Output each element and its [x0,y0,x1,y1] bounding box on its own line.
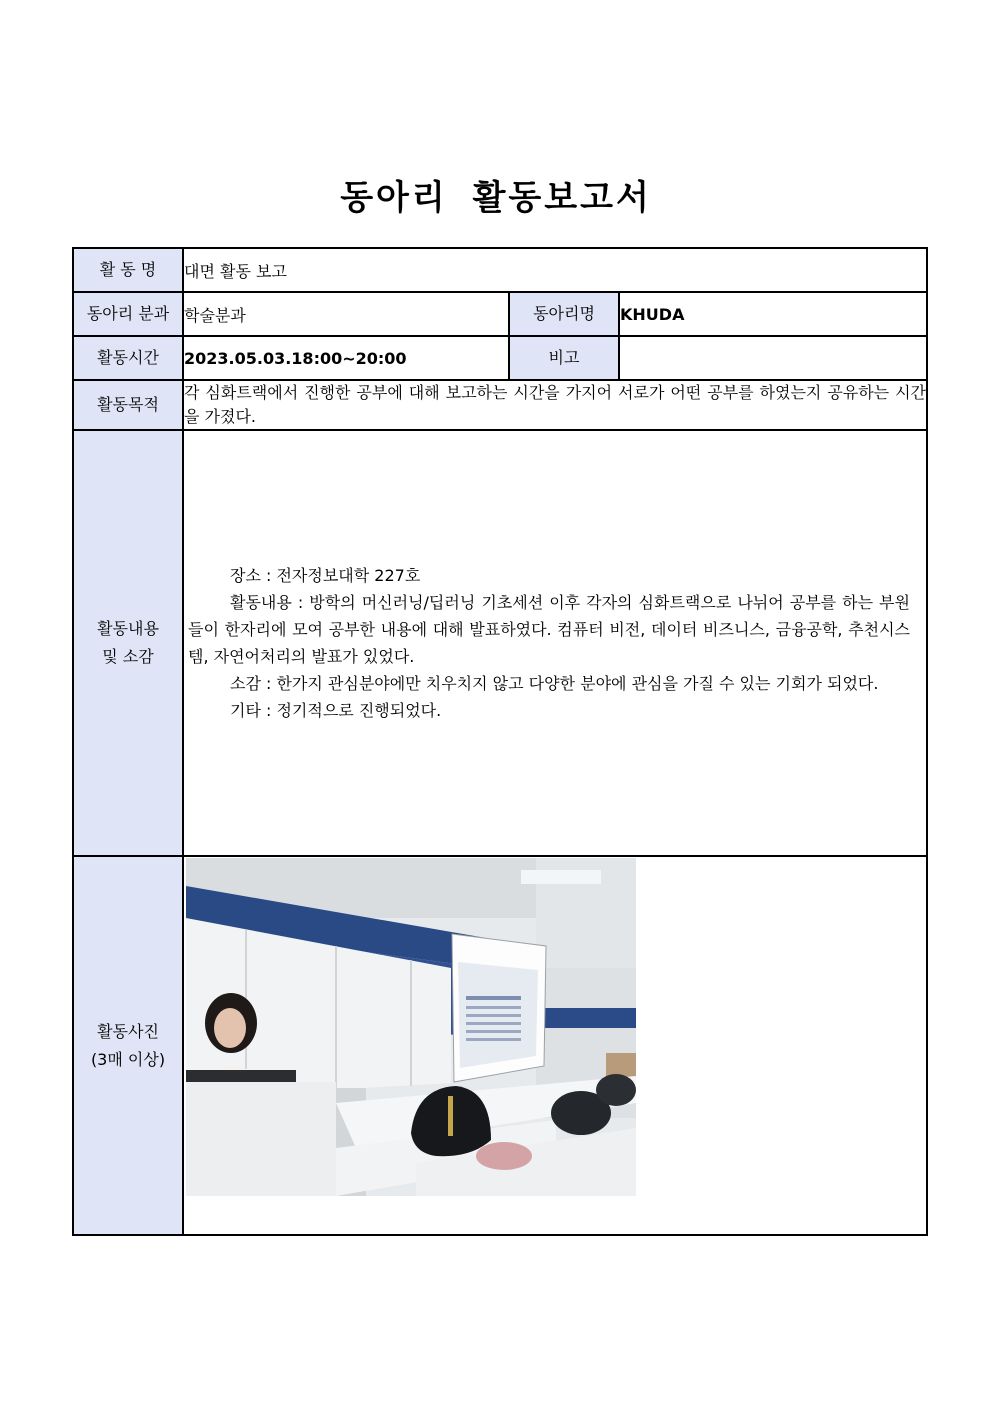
activity-photo [186,858,636,1196]
content-cell [183,430,927,856]
photo-label [73,856,183,1235]
row-content [73,430,927,856]
content-label [73,430,183,856]
club-name-label: 동아리명 [509,292,619,336]
time-label: 활동시간 [73,336,183,380]
row-category [73,292,927,336]
purpose-value: 각 심화트랙에서 진행한 공부에 대해 보고하는 시간을 가지어 서로가 어떤 공부를 하였는지 공유하는 시간을 가졌다. [183,380,927,430]
page-title: 동아리 활동보고서 [340,178,652,218]
content-body [184,562,926,724]
club-name-value: KHUDA [619,292,927,336]
photo-label-line2: (3매 이상) [90,1049,166,1069]
content-activity: 활동내용 : 방학의 머신러닝/딥러닝 기초세션 이후 각자의 심화트랙으로 나뉘어 공부를 하는 부원들이 한자리에 모여 공부한 내용에 대해 발표하였다. 컴퓨터 비전, 데이터 비즈니스, 금융공학, 추천시스템, 자연어처리의 발표가 있었다. [188,593,911,666]
content-place: 장소 : 전자정보대학 227호 [230,566,421,585]
category-label: 동아리 분과 [73,292,183,336]
time-value: 2023.05.03.18:00~20:00 [183,336,509,380]
content-impression: 소감 : 한가지 관심분야에만 치우치지 않고 다양한 분야에 관심을 가질 수 있는 기회가 되었다. [230,674,879,693]
category-value: 학술분과 [183,292,509,336]
content-etc: 기타 : 정기적으로 진행되었다. [230,701,442,720]
activity-name-value: 대면 활동 보고 [183,248,927,292]
report-table [72,247,928,1236]
row-time [73,336,927,380]
content-label-line2: 및 소감 [102,647,154,666]
photo-label-line1: 활동사진 [97,1021,159,1041]
row-activity-name [73,248,927,292]
note-value [619,336,927,380]
photo-cell [183,856,927,1235]
classroom-photo-illustration [186,858,636,1196]
activity-name-label: 활 동 명 [73,248,183,292]
purpose-label: 활동목적 [73,380,183,430]
content-label-line1: 활동내용 [97,619,159,638]
row-photo [73,856,927,1235]
note-label: 비고 [509,336,619,380]
row-purpose [73,380,927,430]
